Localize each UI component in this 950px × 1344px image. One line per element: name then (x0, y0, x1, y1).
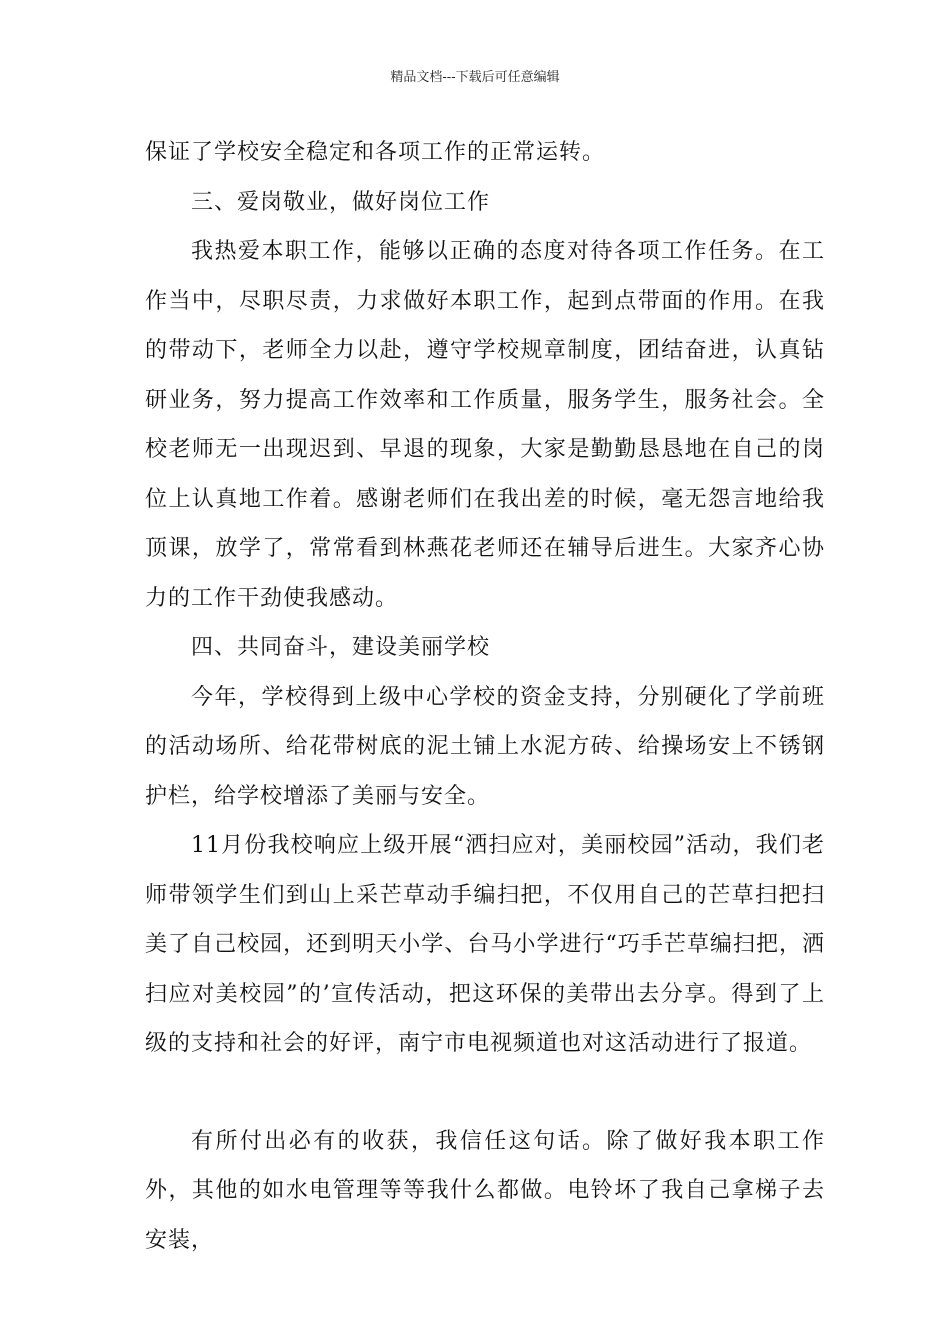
document-body (145, 128, 825, 1265)
section-heading-4: 四、共同奋斗，建设美丽学校 (191, 635, 491, 660)
paragraph-funding: 今年，学校得到上级中心学校的资金支持，分别硬化了学前班的活动场所、给花带树底的泥土铺上水泥方砖、给操场安上不锈钢护栏，给学校增添了美丽与安全。 (145, 684, 825, 809)
paragraph-other-duties: 有所付出必有的收获，我信任这句话。除了做好我本职工作外，其他的如水电管理等等我什么都做。电铃坏了我自己拿梯子去安装， (145, 1128, 825, 1253)
paragraph-dedication: 我热爱本职工作，能够以正确的态度对待各项工作任务。在工作当中，尽职尽责，力求做好本职工作，起到点带面的作用。在我的带动下，老师全力以赴，遵守学校规章制度，团结奋进，认真钻研业务，努力提高工作效率和工作质量，服务学生，服务社会。全校老师无一出现迟到、早退的现象，大家是勤勤恳恳地在自己的岗位上认真地工作着。感谢老师们在我出差的时候，毫无怨言地给我顶课，放学了，常常看到林燕花老师还在辅导后进生。大家齐心协力的工作干劲使我感动。 (145, 239, 825, 611)
paragraph-gap (145, 1069, 825, 1117)
paragraph-continuation: 保证了学校安全稳定和各项工作的正常运转。 (145, 140, 606, 165)
paragraph-november-activity: 11月份我校响应上级开展“洒扫应对，美丽校园”活动，我们老师带领学生们到山上采芒草动手编扫把，不仅用自己的芒草扫把扫美了自己校园，还到明天小学、台马小学进行“巧手芒草编扫把，洒扫应对美校园”的’宣传活动，把这环保的美带出去分享。得到了上级的支持和社会的好评，南宁市电视频道也对这活动进行了报道。 (145, 833, 825, 1056)
page-header: 精品文档---下载后可任意编辑 (390, 70, 560, 85)
section-heading-3: 三、爱岗敬业，做好岗位工作 (191, 189, 491, 215)
